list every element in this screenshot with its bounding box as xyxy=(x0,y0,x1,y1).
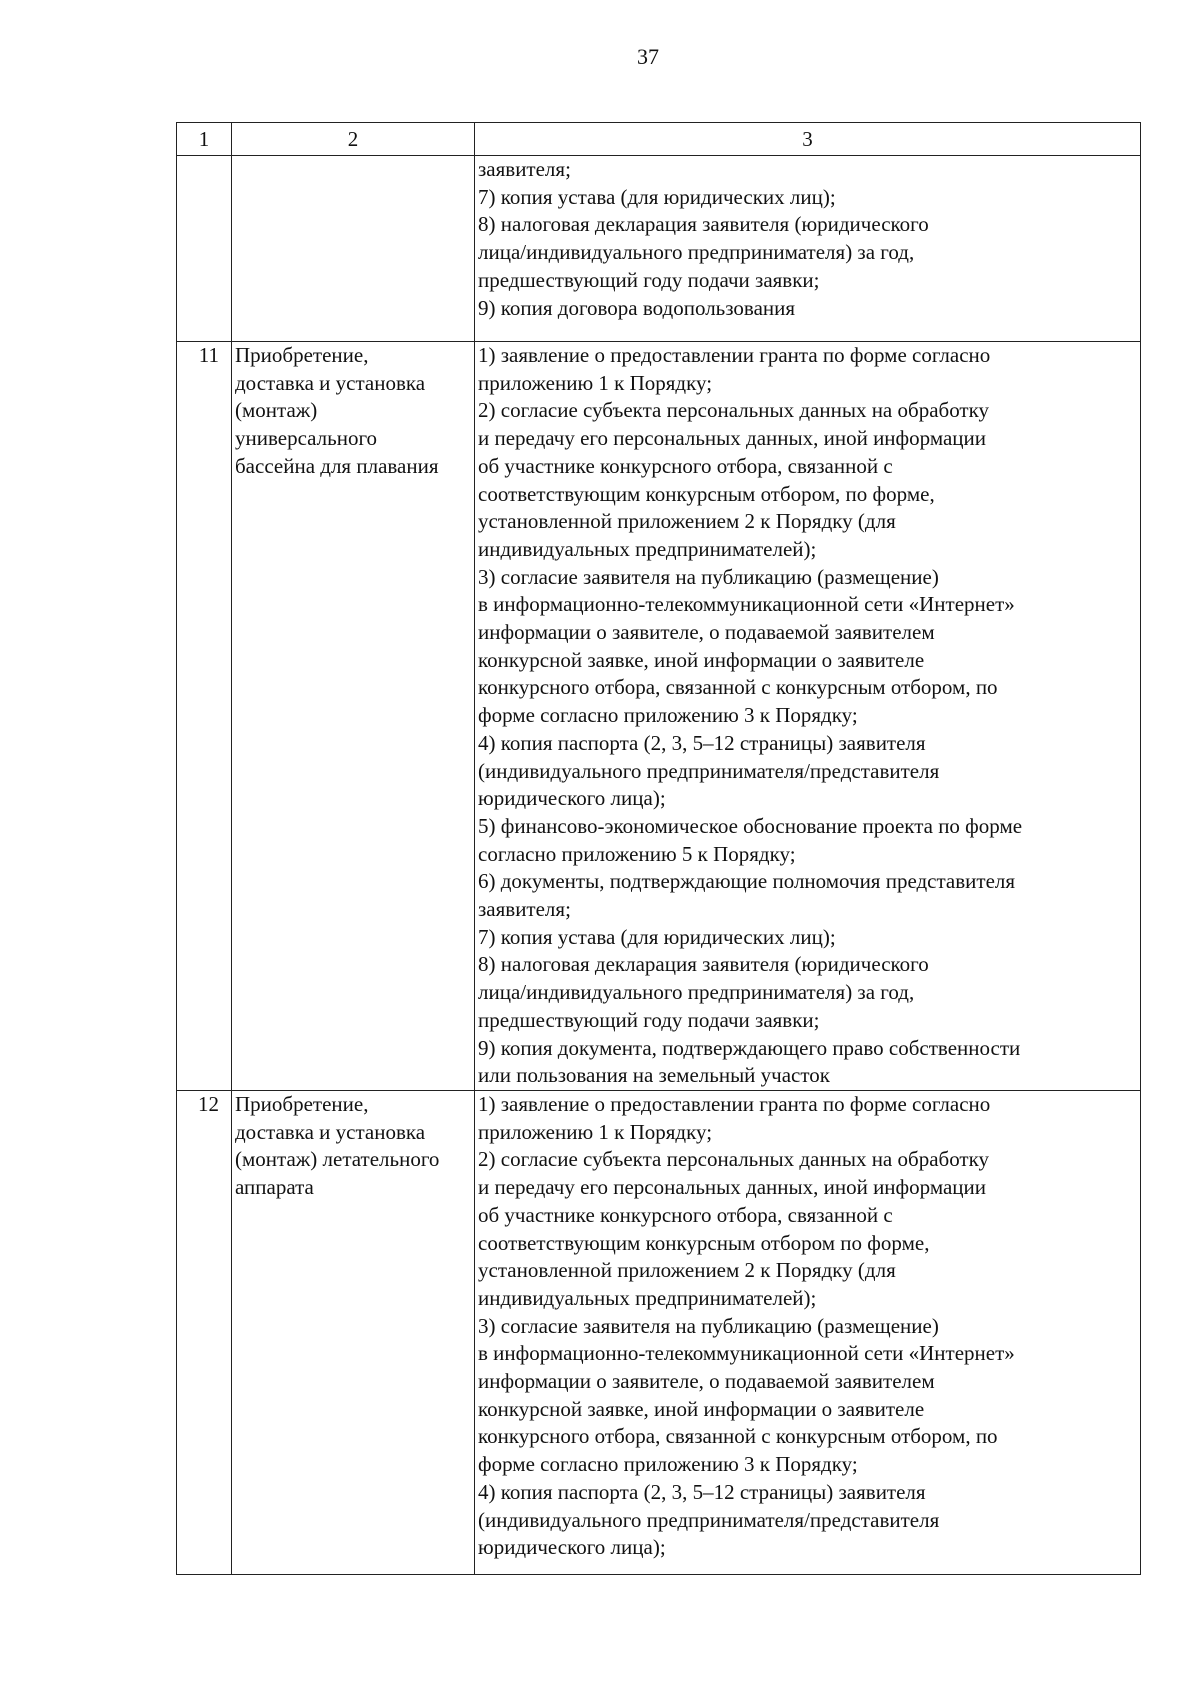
row-docs-cell xyxy=(475,156,1141,342)
doc-line: (индивидуального предпринимателя/представителя xyxy=(478,1507,940,1532)
doc-line: об участнике конкурсного отбора, связанной с xyxy=(478,453,893,478)
table-row-continuation xyxy=(177,156,1141,342)
doc-line: 1) заявление о предоставлении гранта по форме согласно xyxy=(478,343,991,367)
doc-line: соответствующим конкурсным отбором, по форме, xyxy=(478,481,935,506)
doc-line: юридического лица); xyxy=(478,786,666,811)
doc-line: или пользования на земельный участок xyxy=(478,1063,830,1088)
table-row-11 xyxy=(177,342,1141,1091)
row-number-cell: 11 xyxy=(177,342,232,1091)
row-number-cell xyxy=(177,156,232,342)
doc-line: 2) согласие субъекта персональных данных на обработку xyxy=(478,398,990,423)
doc-line: предшествующий году подачи заявки; xyxy=(478,1007,820,1032)
name-line: универсального xyxy=(235,426,378,451)
row-docs-cell xyxy=(475,1090,1141,1574)
doc-line: заявителя; xyxy=(478,897,571,922)
doc-line: индивидуальных предпринимателей); xyxy=(478,536,817,561)
row-number-cell: 12 xyxy=(177,1090,232,1574)
doc-line: 9) копия договора водопользования xyxy=(478,295,796,320)
doc-line: конкурсного отбора, связанной с конкурсным отбором, по xyxy=(478,1424,998,1449)
name-line: Приобретение, xyxy=(235,343,369,367)
row-name-cell xyxy=(232,342,475,1091)
name-line: Приобретение, xyxy=(235,1091,369,1116)
name-line: доставка и установка xyxy=(235,1119,426,1144)
doc-line: индивидуальных предпринимателей); xyxy=(478,1285,817,1310)
name-line: доставка и установка xyxy=(235,370,426,395)
doc-line: приложению 1 к Порядку; xyxy=(478,370,713,395)
doc-line: 3) согласие заявителя на публикацию (размещение) xyxy=(478,1313,939,1338)
doc-line: установленной приложением 2 к Порядку (для xyxy=(478,1258,896,1283)
doc-line: конкурсного отбора, связанной с конкурсным отбором, по xyxy=(478,675,998,700)
page-number: 37 xyxy=(637,44,659,69)
doc-line: установленной приложением 2 к Порядку (для xyxy=(478,509,896,534)
doc-line: в информационно-телекоммуникационной сети «Интернет» xyxy=(478,592,1015,617)
doc-line: и передачу его персональных данных, иной информации xyxy=(478,1175,987,1200)
doc-line: информации о заявителе, о подаваемой заявителем xyxy=(478,1369,935,1394)
doc-line: 3) согласие заявителя на публикацию (размещение) xyxy=(478,564,939,589)
doc-line: 8) налоговая декларация заявителя (юридического xyxy=(478,952,929,977)
doc-line: информации о заявителе, о подаваемой заявителем xyxy=(478,620,935,645)
name-line: (монтаж) xyxy=(235,398,318,423)
table-row-12 xyxy=(177,1090,1141,1574)
doc-line: конкурсной заявке, иной информации о заявителе xyxy=(478,647,925,672)
table-header-row xyxy=(177,123,1141,156)
doc-line: предшествующий году подачи заявки; xyxy=(478,267,820,292)
doc-line: 8) налоговая декларация заявителя (юридического xyxy=(478,212,929,237)
doc-line: 5) финансово-экономическое обоснование проекта по форме xyxy=(478,813,1023,838)
row-docs-cell xyxy=(475,342,1141,1091)
doc-line: 6) документы, подтверждающие полномочия представителя xyxy=(478,869,1016,894)
doc-line: и передачу его персональных данных, иной информации xyxy=(478,426,987,451)
doc-line: конкурсной заявке, иной информации о заявителе xyxy=(478,1396,925,1421)
doc-line: форме согласно приложению 3 к Порядку; xyxy=(478,703,858,728)
doc-line: лица/индивидуального предпринимателя) за год, xyxy=(478,240,915,265)
doc-line: 2) согласие субъекта персональных данных на обработку xyxy=(478,1147,990,1172)
doc-line: 4) копия паспорта (2, 3, 5–12 страницы) заявителя xyxy=(478,1479,926,1504)
doc-line: приложению 1 к Порядку; xyxy=(478,1119,713,1144)
name-line: бассейна для плавания xyxy=(235,453,439,478)
row-name-cell xyxy=(232,1090,475,1574)
doc-line: 1) заявление о предоставлении гранта по форме согласно xyxy=(478,1091,991,1116)
name-line: аппарата xyxy=(235,1175,314,1200)
name-line: (монтаж) летательного xyxy=(235,1147,440,1172)
doc-line: в информационно-телекоммуникационной сети «Интернет» xyxy=(478,1341,1015,1366)
row-name-cell xyxy=(232,156,475,342)
header-cell-3: 3 xyxy=(475,123,1141,156)
doc-line: 9) копия документа, подтверждающего право собственности xyxy=(478,1035,1021,1060)
doc-line: лица/индивидуального предпринимателя) за год, xyxy=(478,980,915,1005)
doc-line: согласно приложению 5 к Порядку; xyxy=(478,841,796,866)
doc-line: 7) копия устава (для юридических лиц); xyxy=(478,184,836,209)
requirements-table xyxy=(176,122,1141,1575)
doc-line: форме согласно приложению 3 к Порядку; xyxy=(478,1452,858,1477)
doc-line: об участнике конкурсного отбора, связанной с xyxy=(478,1202,893,1227)
doc-line: соответствующим конкурсным отбором по форме, xyxy=(478,1230,930,1255)
header-cell-2: 2 xyxy=(232,123,475,156)
doc-line: 4) копия паспорта (2, 3, 5–12 страницы) заявителя xyxy=(478,730,926,755)
doc-line: 7) копия устава (для юридических лиц); xyxy=(478,924,836,949)
doc-line: заявителя; xyxy=(478,157,571,181)
header-cell-1: 1 xyxy=(177,123,232,156)
doc-line: (индивидуального предпринимателя/представителя xyxy=(478,758,940,783)
doc-line: юридического лица); xyxy=(478,1535,666,1560)
